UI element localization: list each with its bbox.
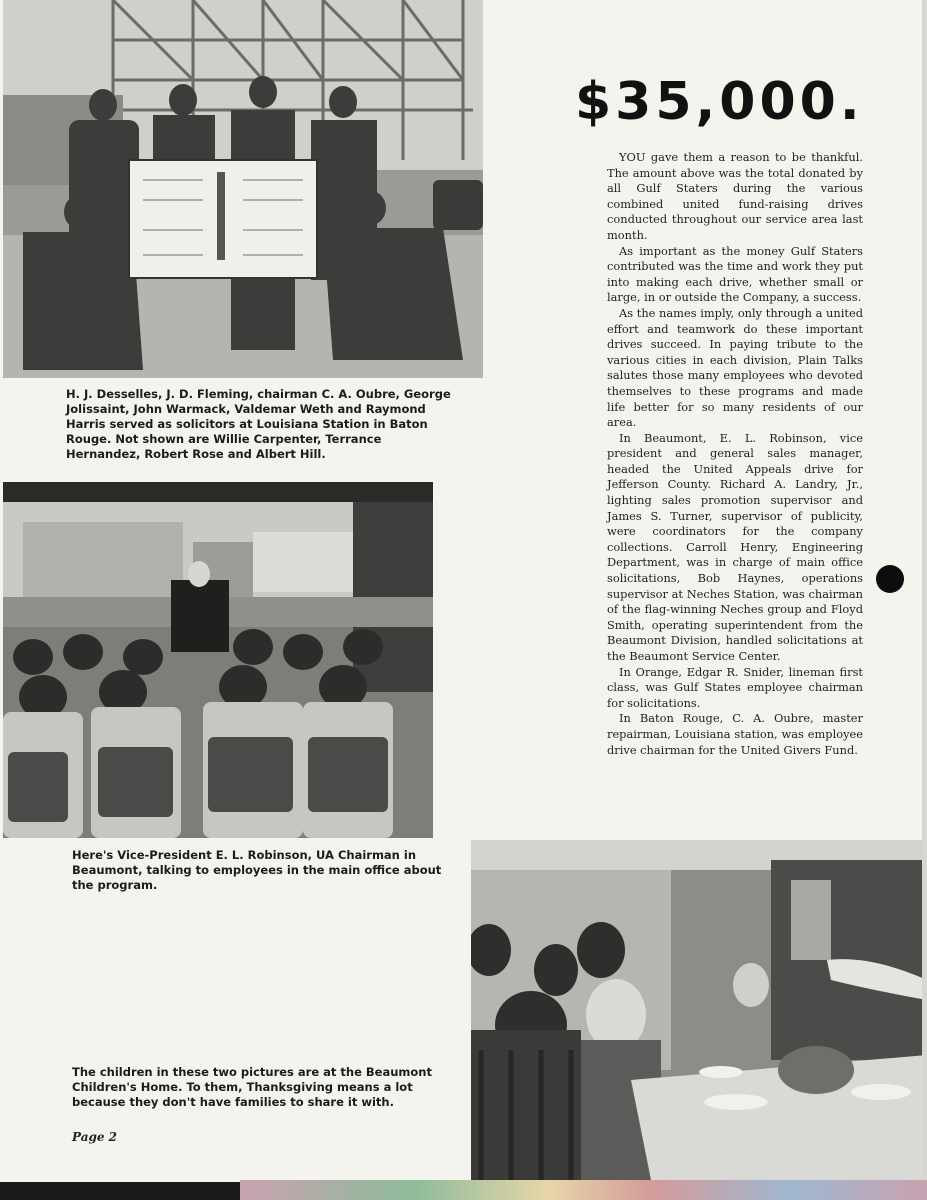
- solicitors-photo: [3, 0, 483, 378]
- article-paragraph: In Orange, Edgar R. Snider, lineman first class, was Gulf States employee chairman for solicitations.: [607, 664, 863, 710]
- article-paragraph: As the names imply, only through a united effort and teamwork do these important drives succeed. In paying tribute to the various cities in each division, Plain Talks salutes those many employees who devoted themselves to these programs and made life better for so many residents of our area.: [607, 305, 863, 430]
- article-paragraph: In Beaumont, E. L. Robinson, vice president and general sales manager, headed the United Appeals drive for Jefferson County. Richard A. Landry, Jr., lighting sales promotion supervisor and James S. Turner, supervisor of publicity, were coordinators for the company collections. Carroll Henry, Engineering Department, was in charge of main office solicitations, Bob Haynes, operations supervisor at Neches Station, was chairman of the flag-winning Neches group and Floyd Smith, operating superintendent from the Beaumont Division, handled solicitations at the Beaumont Service Center.: [607, 430, 863, 663]
- robinson-caption: Here's Vice-President E. L. Robinson, UA Chairman in Beaumont, talking to employees in the main office about the program.: [72, 848, 442, 892]
- article-paragraph: As important as the money Gulf Staters contributed was the time and work they put into making each drive, whether small or large, in or outside the Company, a success.: [607, 243, 863, 305]
- children-caption: The children in these two pictures are at the Beaumont Children's Home. To them, Thanksgiving means a lot because they don't have families to share it with.: [72, 1065, 432, 1109]
- next-page-art: [240, 1180, 927, 1200]
- headline-amount: $35,000.: [575, 72, 864, 132]
- article-paragraph: YOU gave them a reason to be thankful. The amount above was the total donated by all Gulf Staters during the various combined united fund-raising drives conducted throughout our service area last month.: [607, 150, 863, 242]
- binder-hole: [876, 565, 904, 593]
- thanksgiving-children-photo: [471, 840, 927, 1180]
- robinson-meeting-photo: [3, 482, 433, 838]
- page-number: Page 2: [72, 1130, 118, 1144]
- article-paragraph: In Baton Rouge, C. A. Oubre, master repairman, Louisiana station, was employee drive chairman for the United Givers Fund.: [607, 711, 863, 757]
- solicitors-caption: H. J. Desselles, J. D. Fleming, chairman C. A. Oubre, George Jolissaint, John Warmack, Valdemar Weth and Raymond Harris served as solicitors at Louisiana Station in Baton Rouge. Not shown are Willie Carpenter, Terrance Hernandez, Robert Rose and Albert Hill.: [66, 387, 451, 461]
- article-body: [607, 150, 863, 758]
- page-edge: [922, 0, 927, 1200]
